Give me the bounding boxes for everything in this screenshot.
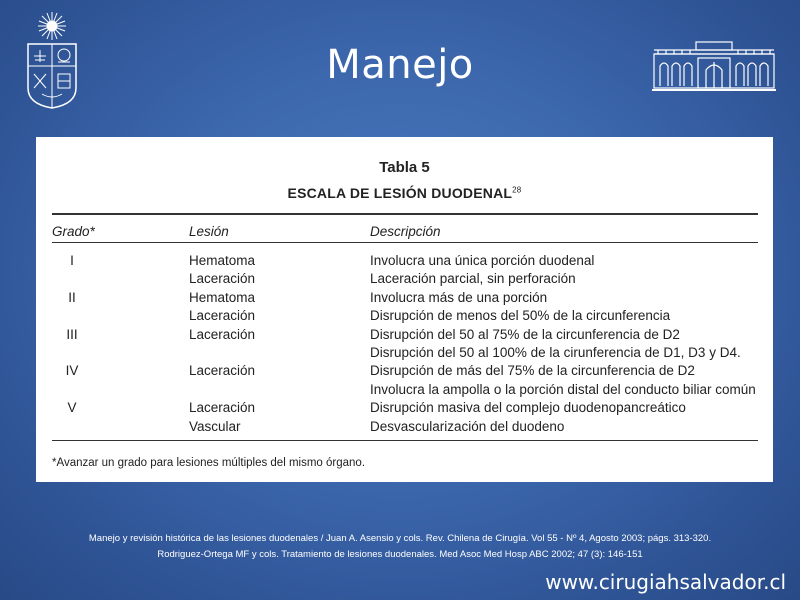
- row-lesion: Laceración: [189, 308, 256, 324]
- table-subtitle: [36, 185, 773, 201]
- row-grade: I: [70, 253, 74, 268]
- hospital-building-icon: [652, 40, 776, 92]
- row-lesion: Vascular: [189, 418, 241, 434]
- table-top-rule: [52, 213, 758, 215]
- row-lesion: Laceración: [189, 363, 256, 379]
- row-description: Disrupción del 50 al 75% de la circunferencia de D2: [370, 326, 680, 342]
- row-grade: IV: [65, 363, 79, 379]
- table-bottom-rule: [52, 440, 758, 441]
- table-subtitle-superscript: 28: [512, 185, 522, 195]
- table-footnote: *Avanzar un grado para lesiones múltiples del mismo órgano.: [52, 457, 366, 469]
- row-lesion: Laceración: [189, 400, 256, 416]
- references: [0, 531, 800, 563]
- row-description: Disrupción masiva del complejo duodenopancreático: [370, 400, 686, 416]
- row-description: Involucra una única porción duodenal: [370, 253, 595, 268]
- header-grade: Grado*: [52, 224, 95, 239]
- row-description: Laceración parcial, sin perforación: [370, 271, 576, 287]
- header-description: Descripción: [370, 224, 441, 239]
- reference-1: Manejo y revisión histórica de las lesiones duodenales / Juan A. Asensio y cols. Rev. Chilena de Cirugía. Vol 55 - Nº 4, Agosto 2003; págs. 313-320.: [88, 533, 712, 544]
- table-title: Tabla 5: [379, 159, 430, 176]
- row-description: Involucra la ampolla o la porción distal del conducto biliar común: [370, 381, 756, 397]
- row-description: Disrupción del 50 al 100% de la cirunferencia de D1, D3 y D4.: [370, 345, 741, 360]
- row-description: Involucra más de una porción: [370, 289, 548, 305]
- row-description: Disrupción de más del 75% de la circunferencia de D2: [370, 363, 695, 379]
- row-grade: II: [68, 289, 76, 305]
- row-lesion: Laceración: [189, 271, 256, 287]
- website-url: www.cirugiahsalvador.cl: [545, 570, 786, 594]
- header-lesion: Lesión: [189, 224, 229, 239]
- row-description: Desvascularización del duodeno: [370, 418, 565, 434]
- row-grade: III: [66, 326, 78, 342]
- row-description: Disrupción de menos del 50% de la circunferencia: [370, 308, 671, 324]
- table-image-panel: [36, 137, 773, 482]
- row-grade: V: [67, 400, 77, 416]
- row-lesion: Laceración: [189, 326, 256, 342]
- slide-title: Manejo: [326, 42, 474, 88]
- table-header-rule: [52, 242, 758, 243]
- row-lesion: Hematoma: [189, 289, 256, 305]
- table-subtitle-text: ESCALA DE LESIÓN DUODENAL: [287, 185, 513, 201]
- row-lesion: Hematoma: [189, 253, 256, 268]
- reference-2: Rodriguez-Ortega MF y cols. Tratamiento de lesiones duodenales. Med Asoc Med Hosp ABC 2002; 47 (3): 146-151: [157, 549, 643, 560]
